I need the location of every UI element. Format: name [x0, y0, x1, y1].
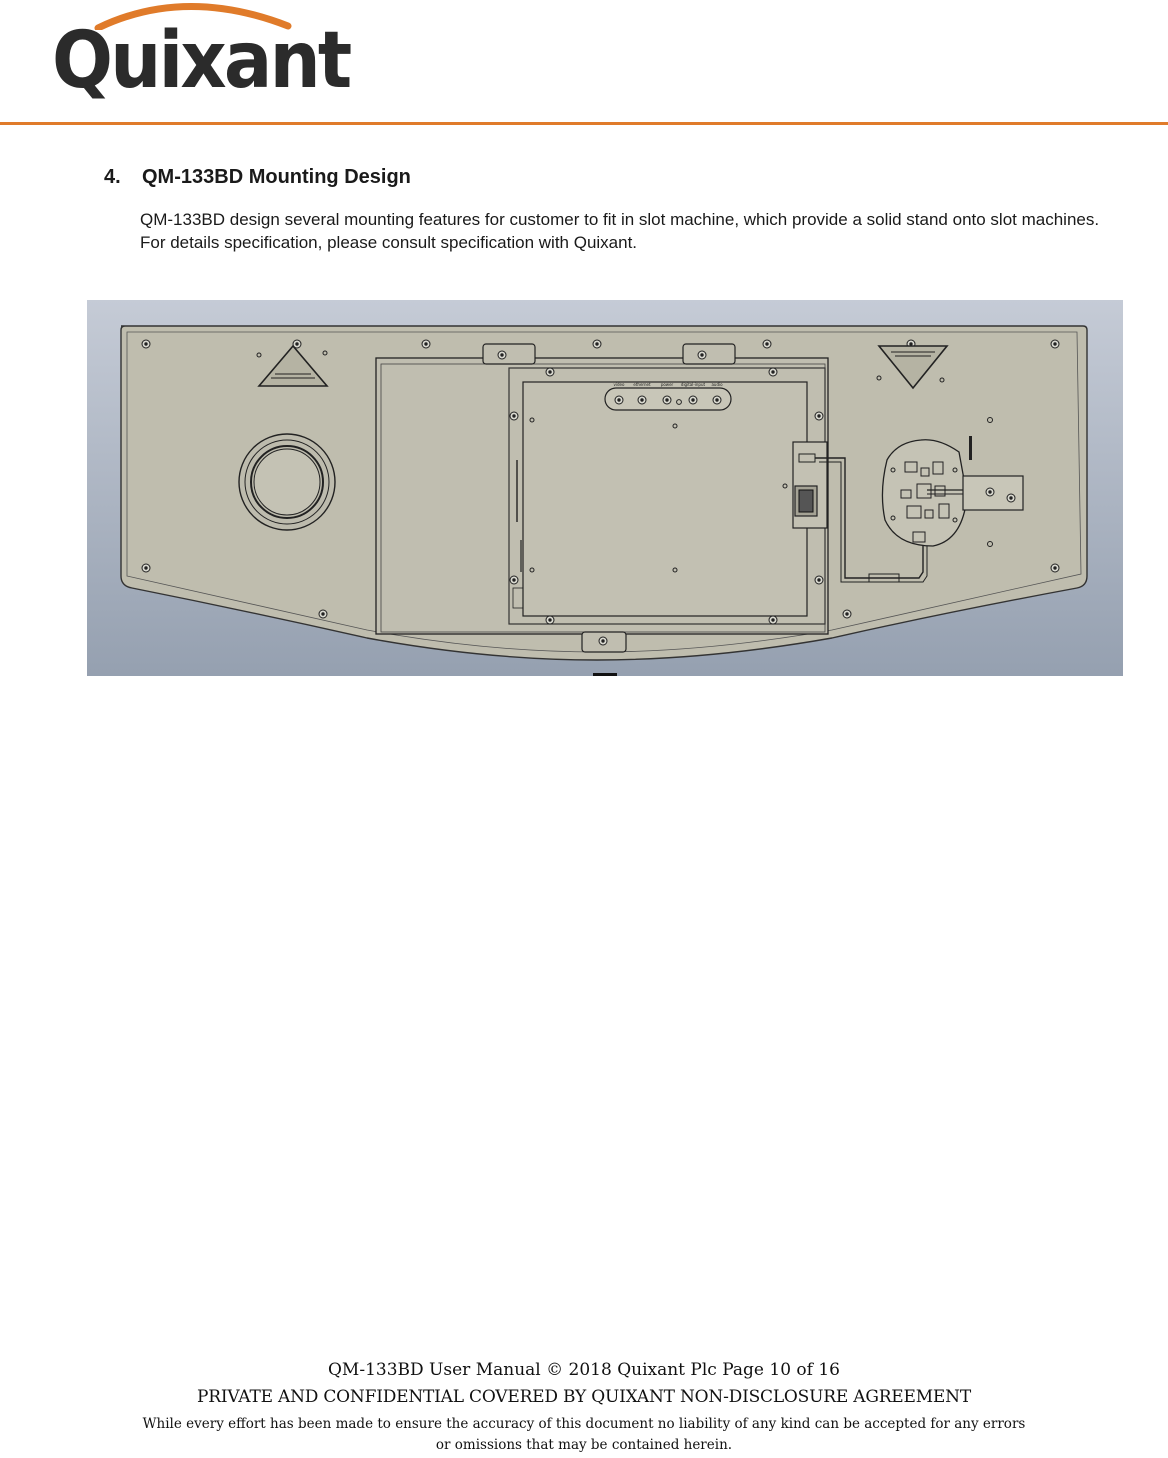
footer-disclaimer-2: or omissions that may be contained herein. [435, 1437, 733, 1453]
mounting-design-drawing [87, 300, 1123, 676]
footer-disclaimer-1: While every effort has been made to ensure the accuracy of this document no liability of any kind can be accepted for any errors [142, 1416, 1026, 1432]
connector-label-video: video [613, 382, 625, 387]
header-divider [0, 122, 1168, 125]
footer-page-info: QM-133BD User Manual © 2018 Quixant Plc Page 10 of 16 [328, 1360, 840, 1380]
connector-panel [605, 388, 731, 410]
round-button-mount-icon [239, 434, 335, 530]
footer-confidential: PRIVATE AND CONFIDENTIAL COVERED BY QUIXANT NON-DISCLOSURE AGREEMENT [197, 1387, 971, 1407]
connector-label-audio: audio [711, 382, 723, 387]
section-body: QM-133BD design several mounting features for customer to fit in slot machine, which provide a solid stand onto slot machines. For details specification, please consult specification with Quixant. [140, 210, 1100, 252]
section-heading [104, 166, 411, 189]
section-number: 4. [104, 166, 121, 188]
connector-label-digital-input: digital-input [680, 382, 706, 387]
quixant-logo [50, 0, 350, 118]
connector-label-ethernet: ethernet [633, 382, 651, 387]
section-title: QM-133BD Mounting Design [142, 166, 411, 188]
logo-wordmark: Quixant [52, 16, 350, 106]
connector-label-power: power [660, 382, 674, 387]
